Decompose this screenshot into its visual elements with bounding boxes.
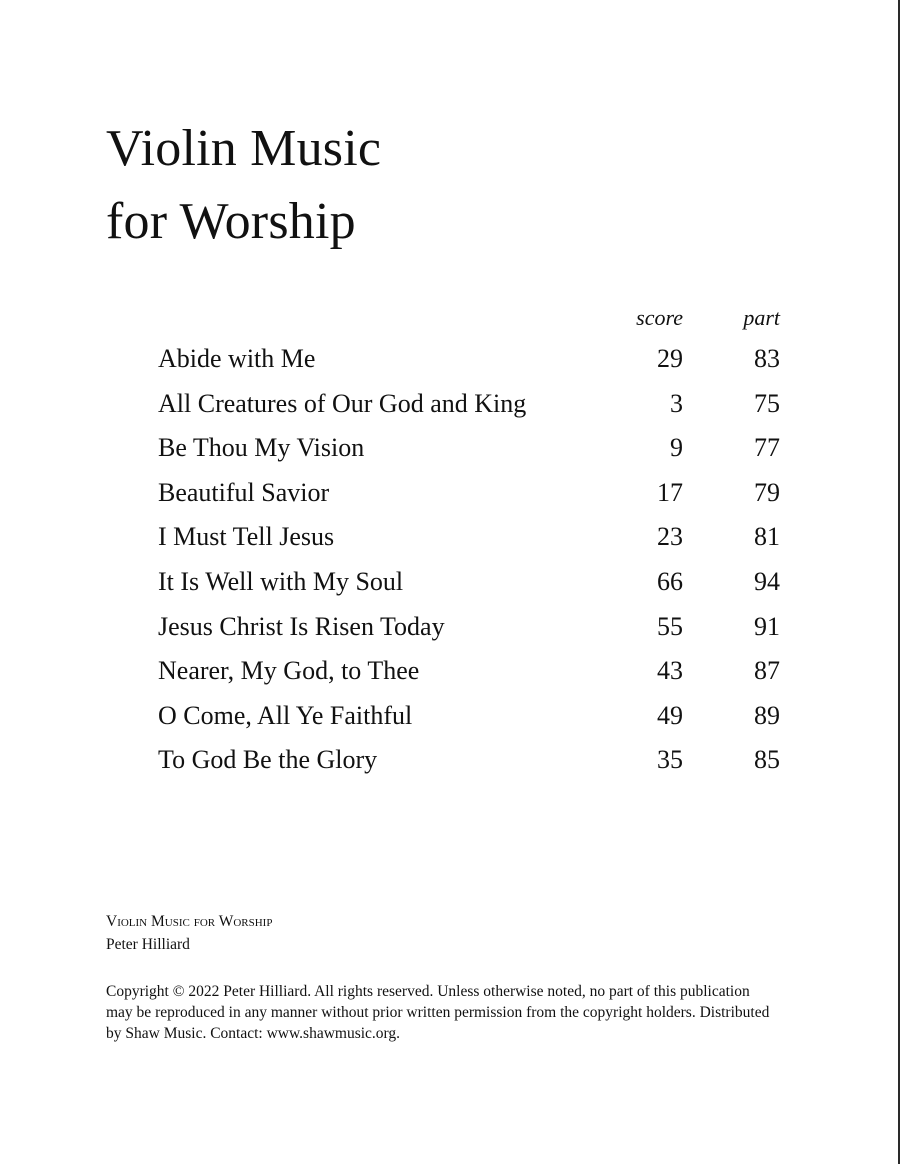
colophon-author: Peter Hilliard [106, 936, 190, 953]
score-page: 29 [657, 344, 683, 373]
piece-title: I Must Tell Jesus [158, 522, 335, 552]
piece-title: Be Thou My Vision [158, 433, 365, 463]
score-page: 3 [670, 388, 683, 418]
piece-title: Jesus Christ Is Risen Today [158, 611, 445, 641]
piece-title: Abide with Me [158, 344, 316, 373]
score-page: 49 [657, 700, 683, 730]
piece-title: Nearer, My God, to Thee [158, 656, 420, 686]
score-page: 23 [657, 522, 683, 552]
piece-title: O Come, All Ye Faithful [158, 700, 413, 730]
part-column-header: part [743, 305, 780, 330]
part-page: 94 [754, 566, 780, 596]
part-page: 79 [754, 477, 780, 507]
contents-row [158, 560, 780, 605]
part-page: 91 [754, 611, 780, 641]
contents-row [158, 694, 780, 739]
contents-row [158, 426, 780, 471]
contents-row [158, 738, 780, 783]
score-column-header: score [636, 305, 683, 330]
title-line-2: for Worship [106, 193, 356, 250]
score-page: 55 [657, 611, 683, 641]
colophon-book-title: Violin Music for Worship [106, 913, 273, 930]
contents-row [158, 649, 780, 694]
score-page: 66 [657, 566, 683, 596]
part-page: 87 [754, 656, 780, 686]
part-page: 75 [754, 388, 780, 418]
score-page: 9 [670, 433, 683, 463]
piece-title: Beautiful Savior [158, 477, 330, 507]
score-page: 43 [657, 656, 683, 686]
contents-row [158, 605, 780, 650]
piece-title: It Is Well with My Soul [158, 566, 404, 596]
part-page: 81 [754, 522, 780, 552]
contents-row [158, 382, 780, 427]
copyright-notice: Copyright © 2022 Peter Hilliard. All rights reserved. Unless otherwise noted, no part of this publication may be reproduced in any manner without prior written permission from the copyright holders. Distributed by Shaw Music. Contact: www.shawmusic.org. [106, 983, 770, 1042]
contents-row [158, 471, 780, 516]
part-page: 83 [754, 344, 780, 373]
piece-title: All Creatures of Our God and King [158, 388, 527, 418]
page-title [106, 112, 381, 258]
score-page: 17 [657, 477, 683, 507]
contents-row [158, 337, 780, 382]
part-page: 89 [754, 700, 780, 730]
score-page: 35 [657, 745, 683, 775]
contents-list [158, 337, 780, 783]
contents-row [158, 515, 780, 560]
part-page: 85 [754, 745, 780, 775]
piece-title: To God Be the Glory [158, 745, 378, 775]
title-line-1: Violin Music [106, 120, 382, 177]
colophon [106, 910, 272, 956]
part-page: 77 [754, 433, 780, 463]
